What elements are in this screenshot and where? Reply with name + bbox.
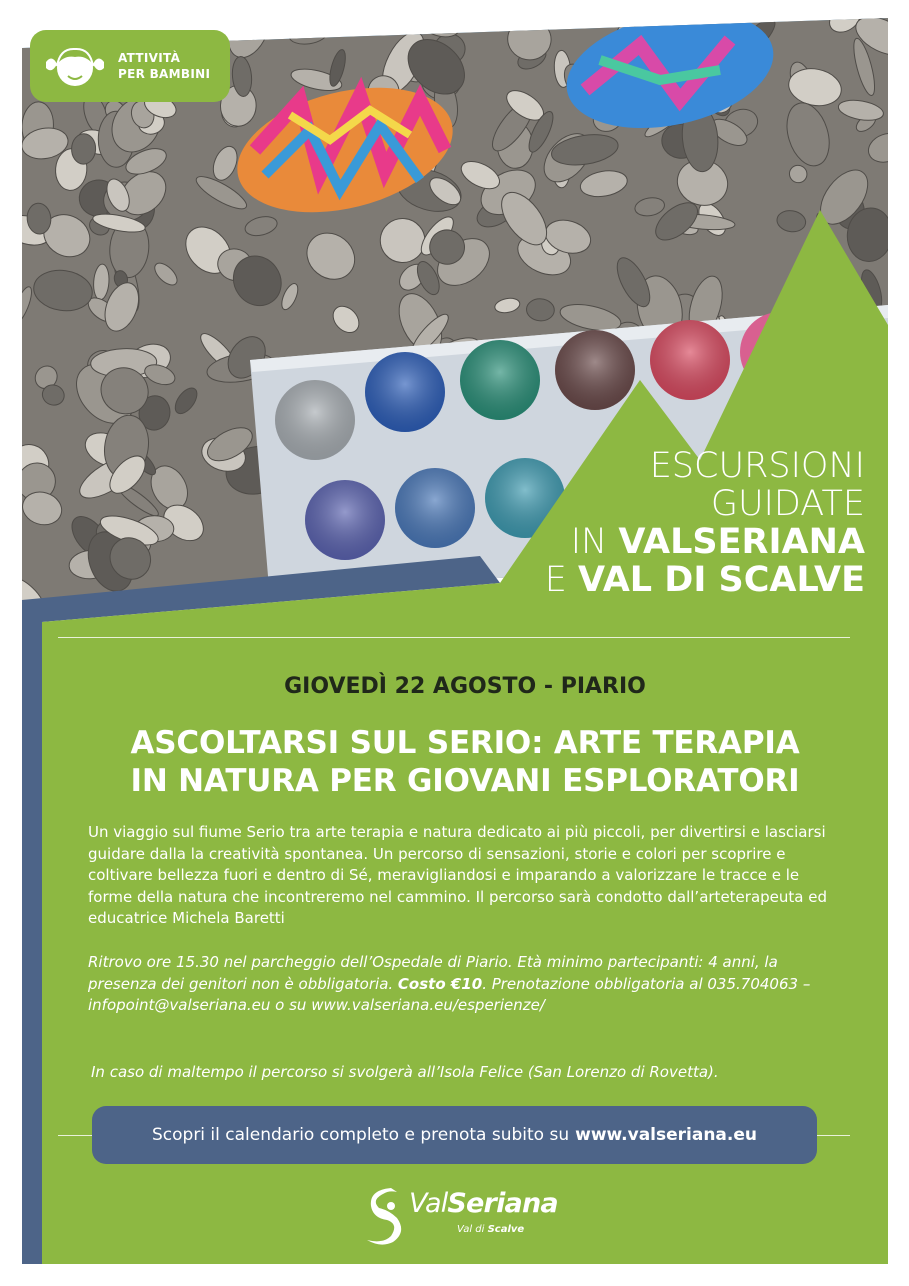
kids-activity-badge	[30, 30, 230, 102]
cta-rule-right	[817, 1135, 850, 1136]
cta-text: Scopri il calendario completo e prenota subito su	[151, 1125, 570, 1145]
event-info: Ritrovo ore 15.30 nel parcheggio dell’Ospedale di Piario. Età minimo partecipanti: 4 anni, la presenza dei genitori non è obbligatoria. Costo €10. Prenotazione obbligatoria al 035.704063 – infopoint@valseriana.eu o su www.valseriana.eu/esperienze/	[88, 953, 811, 1014]
divider-top	[58, 637, 850, 638]
headline-line2: GUIDATE	[710, 484, 865, 524]
calendar-cta-button[interactable]	[92, 1106, 817, 1164]
event-title	[42, 724, 888, 800]
pebble	[71, 133, 96, 164]
valseriana-logo	[361, 1184, 561, 1248]
headline-line1: ESCURSIONI	[649, 446, 865, 486]
child-face-icon	[42, 40, 108, 92]
event-title-line2: IN NATURA PER GIOVANI ESPLORATORI	[130, 763, 800, 799]
weather-note: In caso di maltempo il percorso si svolgerà all’Isola Felice (San Lorenzo di Rovetta).	[91, 1063, 719, 1081]
logo-wordmark: ValSeriana	[409, 1188, 558, 1219]
headline	[545, 447, 865, 599]
logo-subtitle: Val di Scalve	[457, 1224, 525, 1235]
event-title-line1: ASCOLTARSI SUL SERIO: ARTE TERAPIA	[130, 725, 800, 761]
badge-label: ATTIVITÀ PER BAMBINI	[118, 51, 211, 81]
pebble	[240, 6, 270, 32]
event-date-place: GIOVEDÌ 22 AGOSTO - PIARIO	[284, 674, 646, 699]
cta-rule-left	[58, 1135, 92, 1136]
headline-line3: IN VALSERIANA	[570, 522, 865, 562]
cta-url-link[interactable]: www.valseriana.eu	[575, 1125, 757, 1145]
headline-line4: E VAL DI SCALVE	[544, 560, 865, 600]
logo-mark-icon	[361, 1184, 409, 1248]
event-description: Un viaggio sul fiume Serio tra arte terapia e natura dedicato ai più piccoli, per divertirsi e lasciarsi guidare dalla la creatività spontanea. Un percorso di sensazioni, storie e colori per scoprire e coltivare bellezza fuori e dentro di Sé, meravigliandosi e imparando a valorizzare le tracce e le forme della natura che incontreremo nel cammino. Il percorso sarà condotto dall’arteterapeuta ed educatrice Michela Baretti	[88, 823, 827, 927]
event-cost: Costo €10	[397, 974, 483, 993]
